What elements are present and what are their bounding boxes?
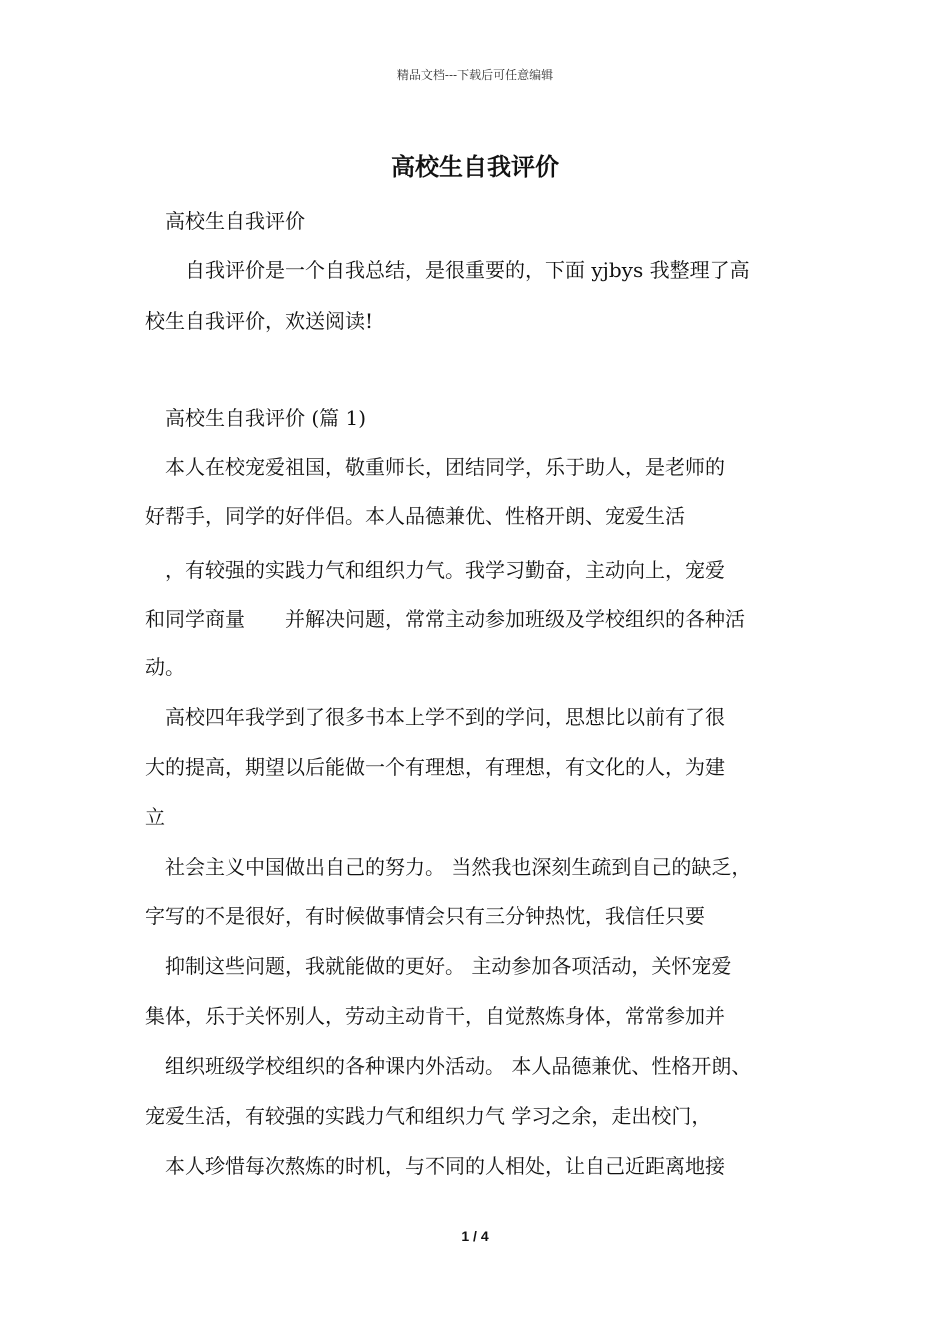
body-line: 和同学商量 并解决问题，常常主动参加班级及学校组织的各种活 <box>145 607 745 631</box>
section-heading: 高校生自我评价 (篇 1) <box>165 406 367 430</box>
body-line: 抑制这些问题，我就能做的更好。 主动参加各项活动，关怀宠爱 <box>165 954 732 978</box>
body-line: 动。 <box>145 655 185 679</box>
body-line: 集体，乐于关怀别人，劳动主动肯干，自觉熬炼身体，常常参加并 <box>145 1004 725 1028</box>
body-line: 宠爱生活，有较强的实践力气和组织力气 学习之余，走出校门， <box>145 1104 712 1128</box>
body-line: 社会主义中国做出自己的努力。 当然我也深刻生疏到自己的缺乏， <box>165 855 752 879</box>
body-line: 好帮手，同学的好伴侣。本人品德兼优、性格开朗、宠爱生活 <box>145 504 685 528</box>
body-line: 自我评价是一个自我总结，是很重要的，下面 yjbys 我整理了高 <box>185 258 750 282</box>
body-line: 本人在校宠爱祖国，敬重师长，团结同学，乐于助人，是老师的 <box>165 455 725 479</box>
body-line: 大的提高，期望以后能做一个有理想，有理想，有文化的人，为建 <box>145 755 725 779</box>
body-line: 组织班级学校组织的各种课内外活动。 本人品德兼优、性格开朗、 <box>165 1054 752 1078</box>
body-line: 高校生自我评价 <box>165 209 305 233</box>
page-indicator: 1 / 4 <box>461 1228 489 1244</box>
body-line: 立 <box>145 805 165 829</box>
body-line: 本人珍惜每次熬炼的时机，与不同的人相处，让自己近距离地接 <box>165 1154 725 1178</box>
body-line: 校生自我评价，欢送阅读! <box>145 309 374 333</box>
body-line: ，有较强的实践力气和组织力气。我学习勤奋，主动向上，宠爱 <box>165 558 725 582</box>
body-line: 字写的不是很好，有时候做事情会只有三分钟热忱，我信任只要 <box>145 904 705 928</box>
page-header: 精品文档---下载后可任意编辑 <box>396 68 554 82</box>
document-title: 高校生自我评价 <box>391 152 559 181</box>
body-line: 高校四年我学到了很多书本上学不到的学问，思想比以前有了很 <box>165 705 725 729</box>
